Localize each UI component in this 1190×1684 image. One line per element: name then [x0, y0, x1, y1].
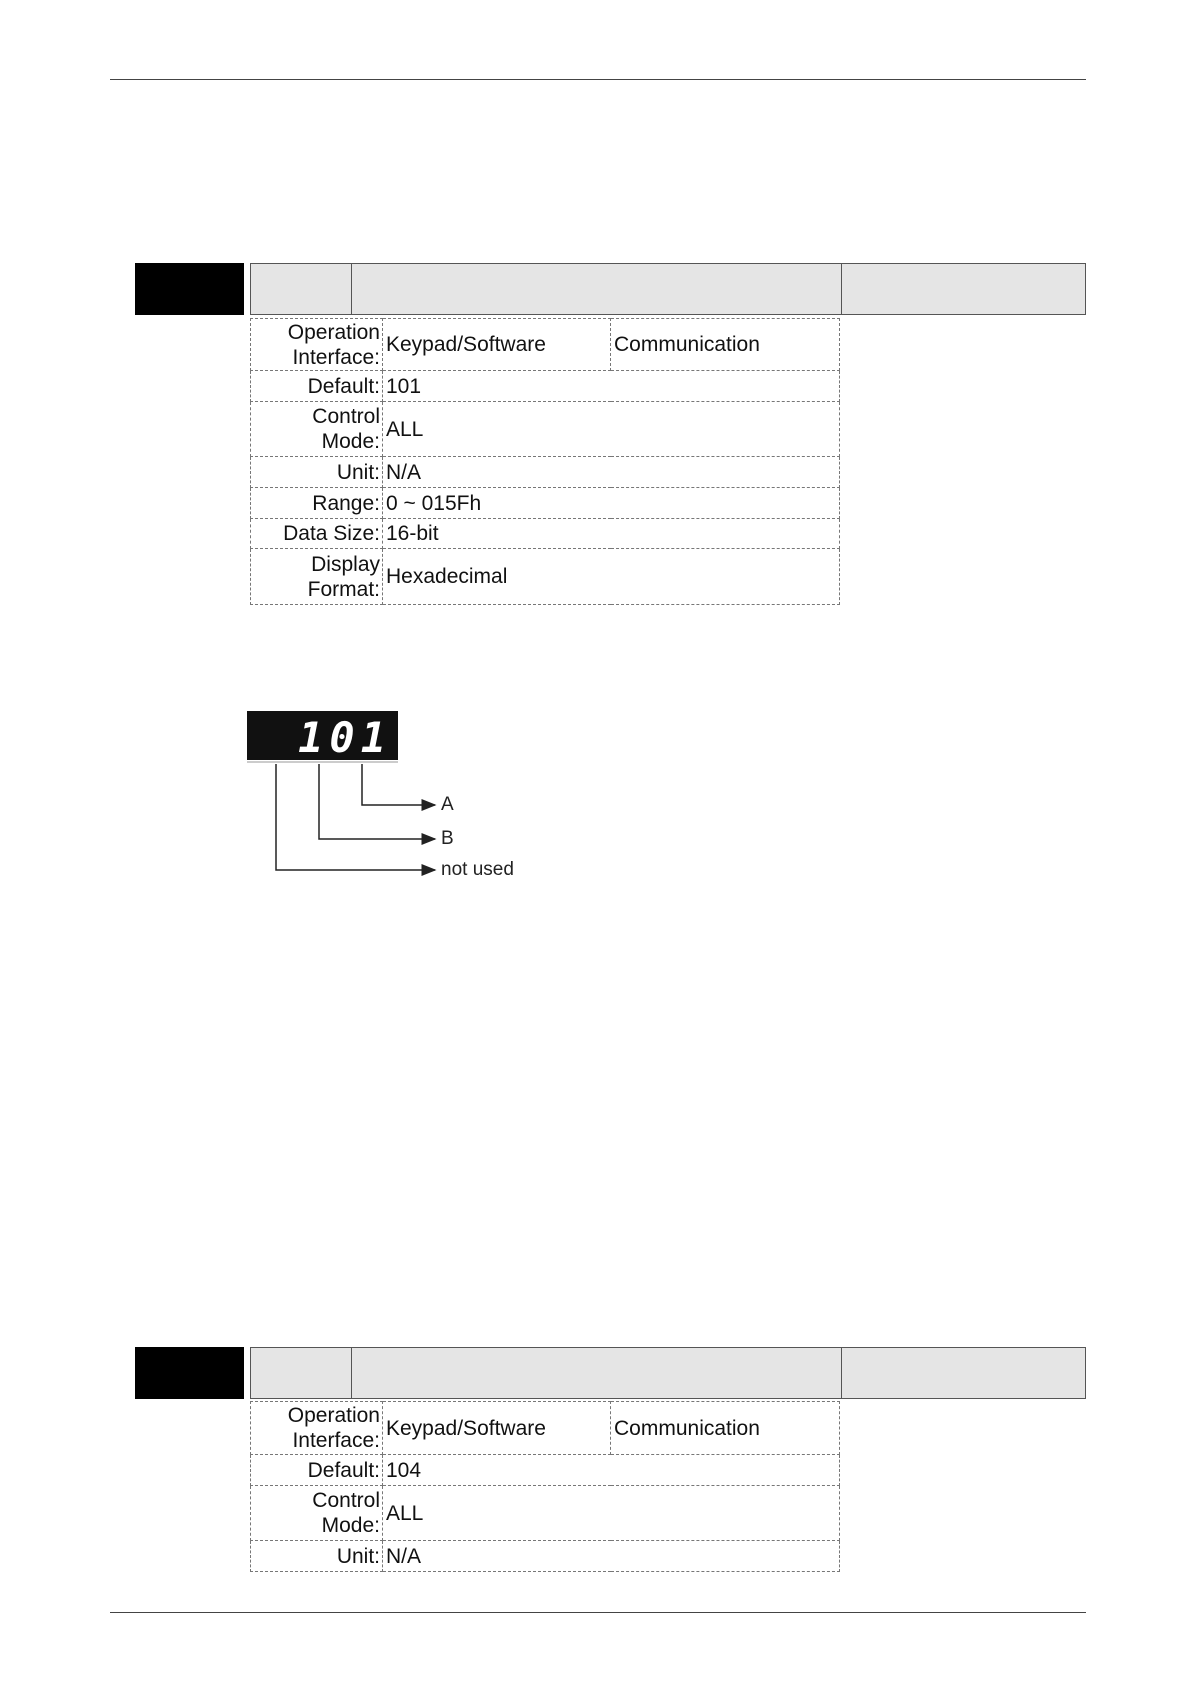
- bottom-rule: [110, 1612, 1086, 1613]
- row-value-communication: Communication: [611, 319, 840, 371]
- seven-segment-display: [247, 711, 398, 760]
- param-header-cell-code: [251, 264, 352, 314]
- top-rule: [110, 79, 1086, 80]
- row-unit: [251, 457, 840, 488]
- param-code-tab-2: [135, 1347, 244, 1399]
- row-value-communication: Communication: [611, 1402, 840, 1455]
- label-b: B: [441, 828, 454, 849]
- param-header-2: [250, 1347, 1086, 1399]
- arrow-a: [362, 764, 435, 805]
- row-label: Range:: [251, 488, 383, 519]
- row-value: Hexadecimal: [383, 549, 840, 605]
- row-value-keypad: Keypad/Software: [383, 1402, 611, 1455]
- row-value: ALL: [383, 402, 840, 457]
- row-value-keypad: Keypad/Software: [383, 319, 611, 371]
- row-unit: [251, 1541, 840, 1572]
- param-header-cell-address: [842, 264, 1085, 314]
- param-header-1: [250, 263, 1086, 315]
- row-label: Control Mode:: [251, 1486, 383, 1541]
- row-value: 104: [383, 1455, 840, 1486]
- row-label: Default:: [251, 371, 383, 402]
- row-control-mode: [251, 1486, 840, 1541]
- row-value: 101: [383, 371, 840, 402]
- param-code-tab-1: [135, 263, 244, 315]
- row-label: Control Mode:: [251, 402, 383, 457]
- row-value: ALL: [383, 1486, 840, 1541]
- param-table-2: [250, 1401, 840, 1572]
- row-operation-interface: [251, 319, 840, 371]
- row-data-size: [251, 519, 840, 549]
- row-control-mode: [251, 402, 840, 457]
- param-table-1: [250, 318, 840, 605]
- row-value: 16-bit: [383, 519, 840, 549]
- row-default: [251, 1455, 840, 1486]
- row-label: Data Size:: [251, 519, 383, 549]
- display-digits: 101: [298, 713, 392, 762]
- row-range: [251, 488, 840, 519]
- param-header-cell-code: [251, 1348, 352, 1398]
- param-header-cell-address: [842, 1348, 1085, 1398]
- row-label: Unit:: [251, 457, 383, 488]
- row-label: Operation Interface:: [251, 319, 383, 371]
- row-label: Default:: [251, 1455, 383, 1486]
- row-value: 0 ~ 015Fh: [383, 488, 840, 519]
- row-default: [251, 371, 840, 402]
- param-header-cell-name: [352, 264, 842, 314]
- row-value: N/A: [383, 457, 840, 488]
- label-a: A: [441, 794, 454, 815]
- row-display-format: [251, 549, 840, 605]
- row-label: Operation Interface:: [251, 1402, 383, 1455]
- row-operation-interface: [251, 1402, 840, 1455]
- param-header-cell-name: [352, 1348, 842, 1398]
- row-label: Unit:: [251, 1541, 383, 1572]
- row-value: N/A: [383, 1541, 840, 1572]
- row-label: Display Format:: [251, 549, 383, 605]
- arrow-b: [319, 764, 435, 839]
- label-not-used: not used: [441, 859, 514, 880]
- arrow-not-used: [276, 764, 435, 870]
